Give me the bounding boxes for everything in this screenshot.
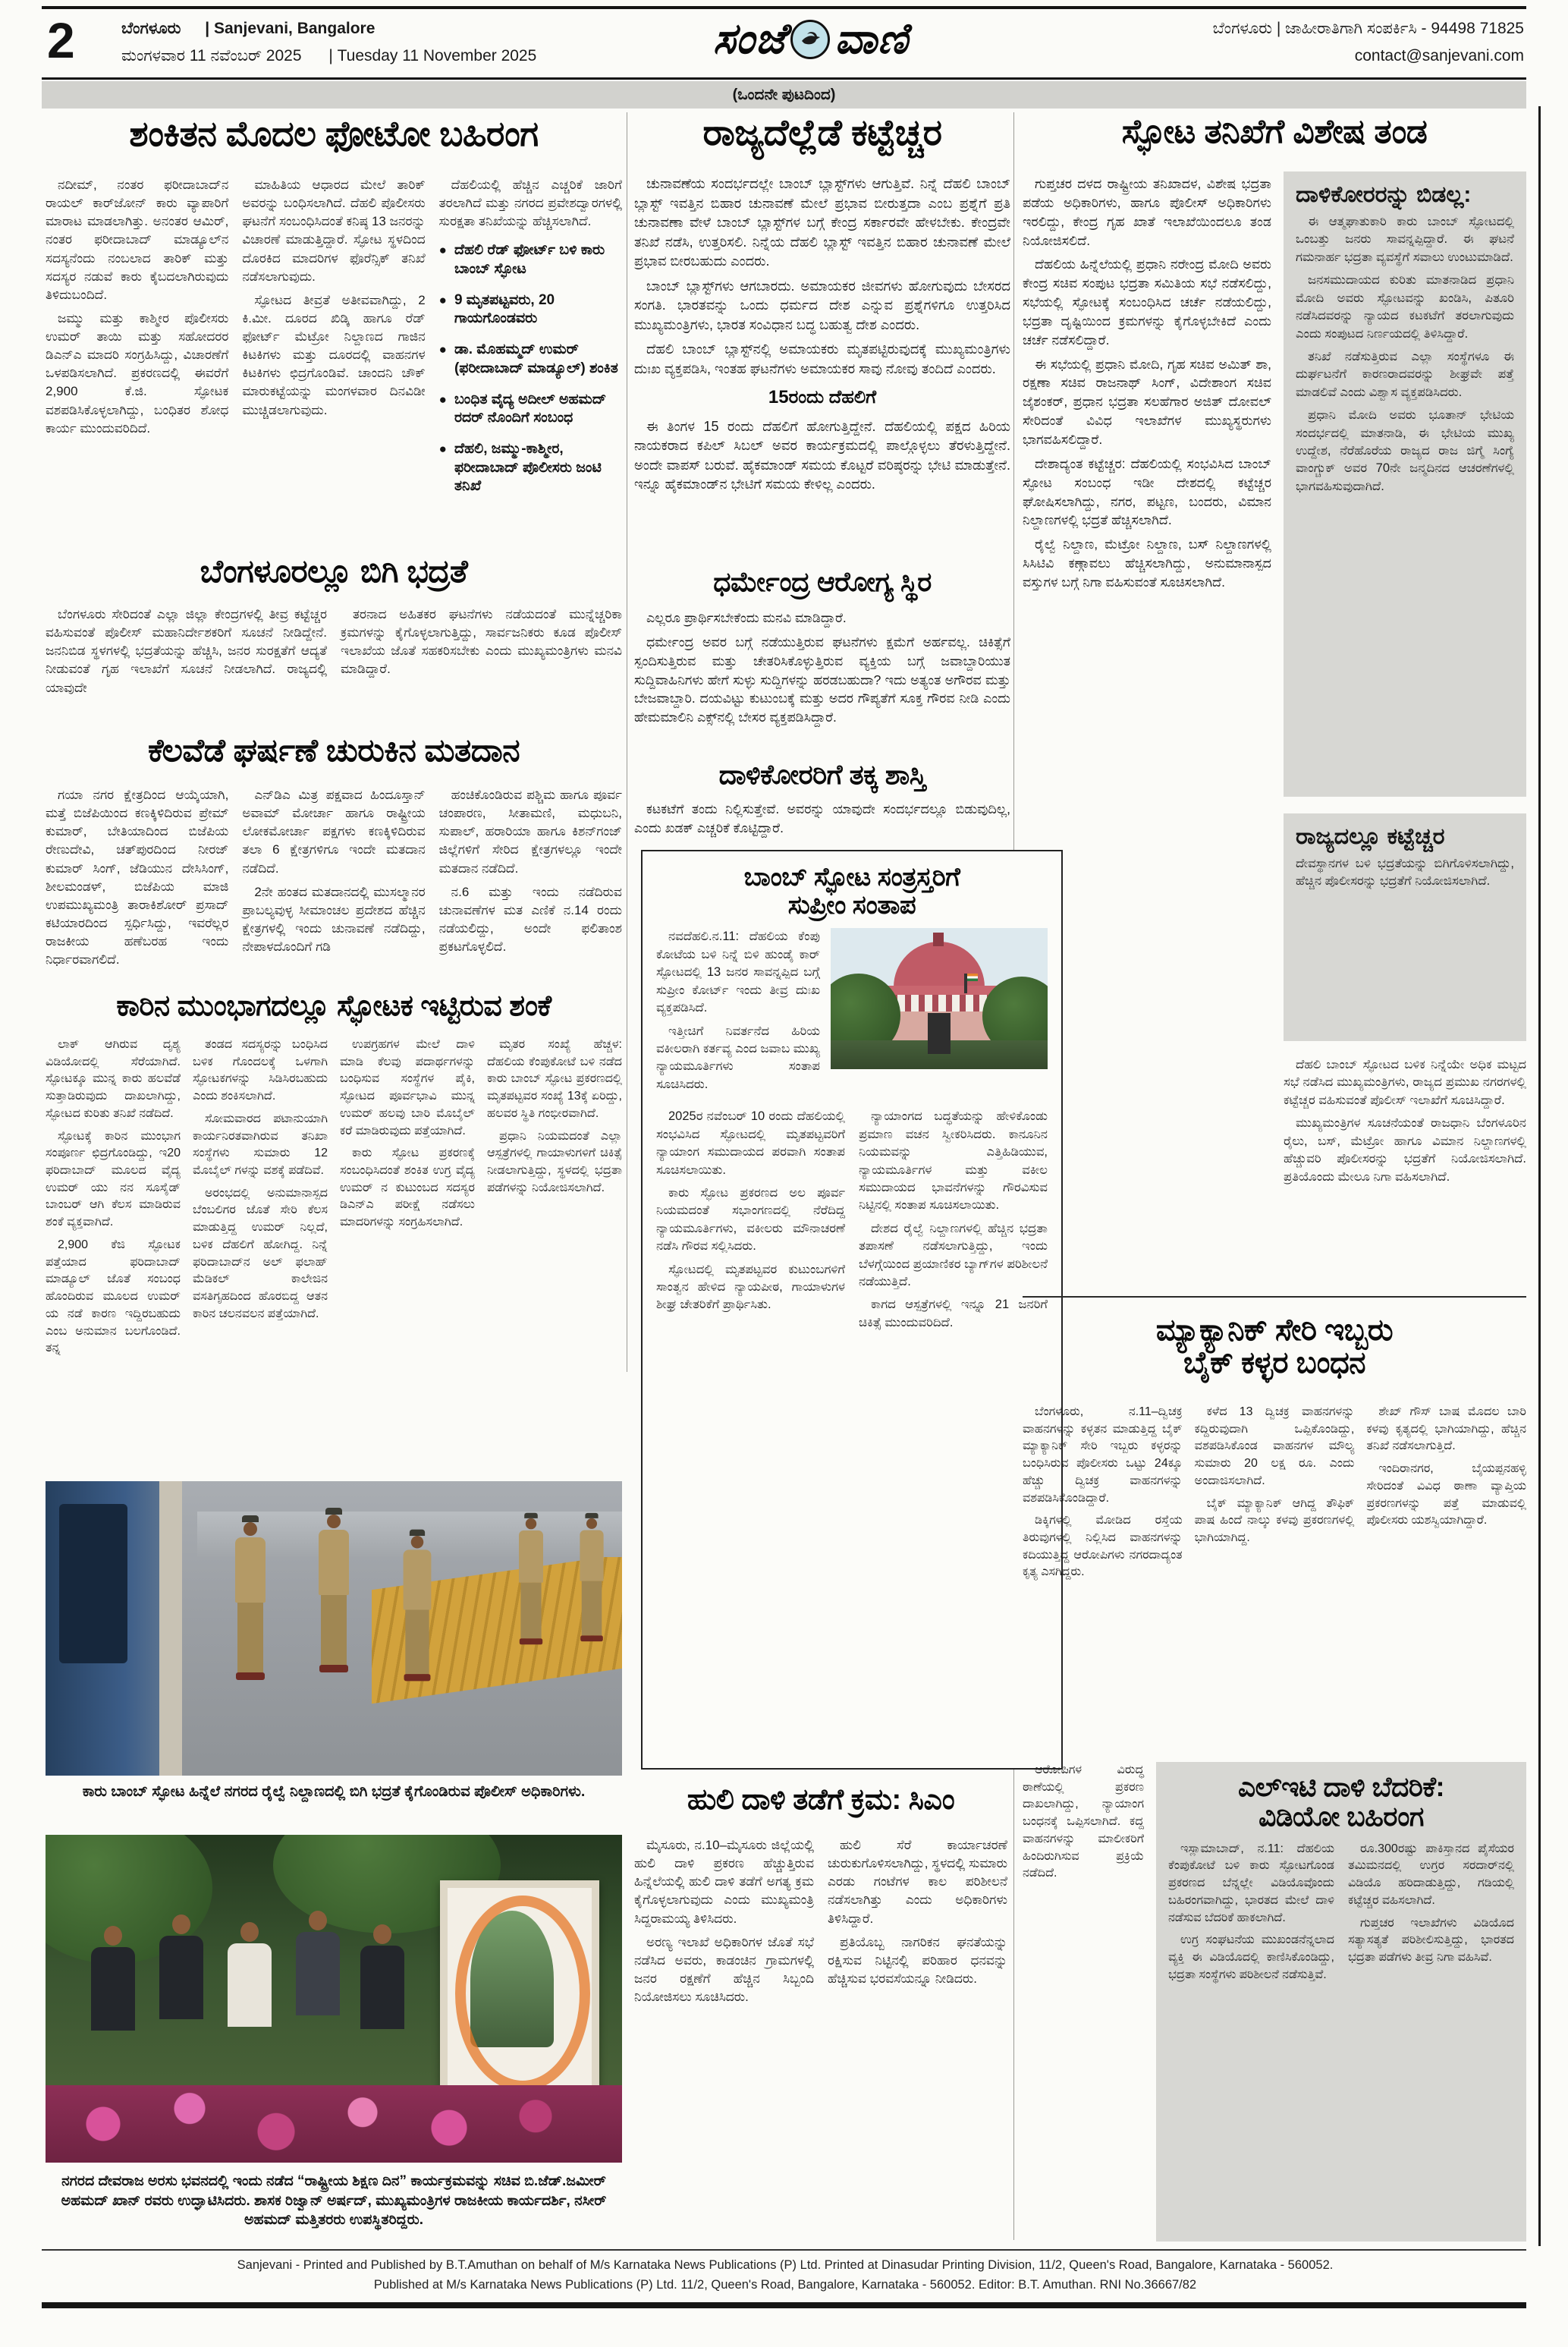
photo-supreme-court	[831, 928, 1048, 1069]
graybox-paras: ಈ ಆತ್ಮಘಾತುಕಾರಿ ಕಾರು ಬಾಂಬ್ ಸ್ಫೋಟದಲ್ಲಿ ಒಂಬತ್ತು ಜನರು ಸಾವನ್ನಪ್ಪಿದ್ದಾರೆ. ಈ ಘಟನೆ ಗಮನಾರ್ಹ ಭದ್ರತಾ ವ್ಯವಸ್ಥೆಗೆ ಸವಾಲು ಉಂಟುಮಾಡಿದೆ. ಜನಸಮುದಾಯದ ಕುರಿತು ಮಾತನಾಡಿದ ಪ್ರಧಾನಿ ಮೋದಿ ಅವರು ಸ್ಫೋಟವನ್ನು ಖಂಡಿಸಿ, ಪಿತೂರಿ ನಡೆಸಿದವರನ್ನು ನ್ಯಾಯದ ಕಟಕಟೆಗೆ ತರಲಾಗುವುದು ಎಂದು ಸಂಪುಟದ ನಿರ್ಣಯದಲ್ಲಿ ತಿಳಿಸಿದ್ದಾರೆ. ತನಿಖೆ ನಡೆಸುತ್ತಿರುವ ಎಲ್ಲಾ ಸಂಸ್ಥೆಗಳೂ ಈ ದುರ್ಘಟನೆಗೆ ಕಾರಣರಾದವರನ್ನು ಶೀಘ್ರವೇ ಪತ್ತೆ ಮಾಡಲಿವೆ ಎಂದು ವಿಶ್ವಾಸ ವ್ಯಕ್ತಪಡಿಸಿದರು. ಪ್ರಧಾನಿ ಮೋದಿ ಅವರು ಭೂತಾನ್ ಭೇಟಿಯ ಸಂದರ್ಭದಲ್ಲಿ ಮಾತನಾಡಿ, ಈ ಭೇಟಿಯ ಮುಖ್ಯ ಉದ್ದೇಶ, ನೆರೆಹೊರೆಯ ರಾಜ್ಯದ ರಾಜ ಜಿಗ್ಮೆ ಸಿಂಗ್ಯೆ ವಾಂಗ್ಚುಕ್ ಅವರ 70ನೇ ಜನ್ಮದಿನದ ಆಚರಣೆಗಳಲ್ಲಿ ಭಾಗವಹಿಸುವುದಾಗಿದೆ.	[1296, 215, 1514, 493]
headline-tiger-attack-cm: ಹುಲಿ ದಾಳಿ ತಡೆಗೆ ಕ್ರಮ: ಸಿಎಂ	[687, 1784, 955, 1816]
subhead-delhi-on-15th: 15ರಂದು ದೆಹಲಿಗೆ	[768, 387, 877, 408]
headline-let-threat-line2: ವಿಡಿಯೋ ಬಹಿರಂಗ	[1258, 1800, 1424, 1832]
footer-bottom-bar	[42, 2302, 1526, 2308]
dome-finial	[933, 933, 944, 946]
garland	[455, 1896, 590, 2091]
headline-special-team: ಸ್ಫೋಟ ತನಿಖೆಗೆ ವಿಶೇಷ ತಂಡ	[1121, 113, 1428, 150]
platform-edge	[159, 1481, 182, 1776]
article-column: ಗಯಾ ನಗರ ಕ್ಷೇತ್ರದಿಂದ ಆಯ್ಕೆಯಾಗಿ, ಮತ್ತೆ ಬಿಜೆಪಿಯಿಂದ ಕಣಕ್ಕಿಳಿದಿರುವ ಪ್ರೇಮ್ ಕುಮಾರ್, ಬೇತಿಯಾದಿಂದ ಬಿಜೆಪಿಯ ರೇಣುದೇವಿ, ಚತ್‌ಪುರದಿಂದ ನೀರಜ್ ಕುಮಾರ್ ಸಿಂಗ್, ಜೆಡಿಯುನ ದೇಸಿಸಿಂಗ್, ಶೀಲಮಂಡಳ್, ಬಿಜೆಪಿಯ ಮಾಜಿ ಉಪಮುಖ್ಯಮಂತ್ರಿ ತಾರಾಕಿಶೋರ್ ಪ್ರಸಾದ್ ಕಟಿಯಾರದಿಂದ ಸ್ಪರ್ಧಿಸಿದ್ದು, ಇವರೆಲ್ಲರ ರಾಜಕೀಯ ಹಣೆಬರಹ ಇಂದು ನಿರ್ಧಾರವಾಗಲಿದೆ.	[46, 788, 229, 967]
photo-education-day-event	[46, 1835, 622, 2163]
article-column	[439, 176, 622, 539]
footer-rule	[42, 2249, 1526, 2251]
police-officer	[519, 1513, 543, 1645]
photo-railway-station-police	[46, 1481, 622, 1776]
statewide-alert-paras: ಚುನಾವಣೆಯ ಸಂದರ್ಭದಲ್ಲೇ ಬಾಂಬ್ ಬ್ಲಾಸ್ಟ್‌ಗಳು ಆಗುತ್ತಿವೆ. ನಿನ್ನೆ ದೆಹಲಿ ಬಾಂಬ್ ಬ್ಲಾಸ್ಟ್ ಇವತ್ತಿನ ಬಿಹಾರ ಚುನಾವಣೆ ಮೇಲೆ ಪ್ರಭಾವ ಬೀರುತ್ತದಾ ಎಂಬ ಪ್ರಶ್ನೆಗೆ ಪ್ರತಿ ಚುನಾವಣಾ ವೇಳೆ ಬಾಂಬ್ ಬ್ಲಾಸ್ಟ್‌ಗಳ ಬಗ್ಗೆ ಕೇಂದ್ರ ಸರ್ಕಾರವೇ ಹೇಳಬೇಕು. ಕೇಂದ್ರವೇ ತನಿಖೆ ನಡೆಸಿ, ಉತ್ತರಿಸಲಿ. ನಿನ್ನೆಯ ದೆಹಲಿ ಬ್ಲಾಸ್ಟ್ ಇವತ್ತಿನ ಬಿಹಾರ ಚುನಾವಣೆ ಮೇಲೆ ಪ್ರಭಾವ ಬೀರಬಹುದು ಎಂದರು. ಬಾಂಬ್ ಬ್ಲಾಸ್ಟ್‌ಗಳು ಆಗಬಾರದು. ಅಮಾಯಕರ ಜೀವಗಳು ಹೋಗುವುದು ಬೇಸರದ ಸಂಗತಿ. ಭಾರತವನ್ನು ಒಂದು ಧರ್ಮದ ದೇಶ ಎನ್ನುವ ಪ್ರಶ್ನೆಗಳಿಗೂ ಉತ್ತರಿಸಿದ ಮುಖ್ಯಮಂತ್ರಿಗಳು, ಭಾರತ ಸಂವಿಧಾನ ಬದ್ಧ ಬಹುತ್ವ ದೇಶ ಎಂದರು. ದೆಹಲಿ ಬಾಂಬ್ ಬ್ಲಾಸ್ಟ್‌ನಲ್ಲಿ ಅಮಾಯಕರು ಮೃತಪಟ್ಟಿರುವುದಕ್ಕೆ ಮುಖ್ಯಮಂತ್ರಿಗಳು ದುಃಖ ವ್ಯಕ್ತಪಡಿಸಿ, ಇಂತಹ ಘಟನೆಗಳು ಅಮಾಯಕರ ಸಾವು ನೋವು ತಂದಿದೆ ಎಂದರು.	[634, 176, 1010, 376]
article-column: ಲಾಕ್ ಆಗಿರುವ ದೃಶ್ಯ ವಿಡಿಯೋದಲ್ಲಿ ಸೆರೆಯಾಗಿದೆ. ಸ್ಫೋಟಕ್ಕೂ ಮುನ್ನ ಕಾರು ಹಲವೆಡೆ ಸುತ್ತಾಡಿರುವುದು ದಾಖಲಾಗಿದ್ದು, ಸ್ಫೋಟದ ಕುರಿತು ತನಿಖೆ ನಡೆದಿದೆ. ಸ್ಫೋಟಕ್ಕೆ ಕಾರಿನ ಮುಂಭಾಗ ಸಂಪೂರ್ಣ ಛಿದ್ರಗೊಂಡಿದ್ದು, ಇ20 ಫರಿದಾಬಾದ್ ಮೂಲದ ವೈದ್ಯ ಉಮರ್ ಯು ನನ ಸೂಸೈಡ್ ಬಾಂಬರ್ ಆಗಿ ಕೆಲಸ ಮಾಡಿರುವ ಶಂಕೆ ವ್ಯಕ್ತವಾಗಿದೆ. 2,900 ಕೆಜಿ ಸ್ಫೋಟಕ ಪತ್ತೆಯಾದ ಫರಿದಾಬಾದ್ ಮಾಡ್ಯೂಲ್ ಜೊತೆ ಸಂಬಂಧ ಹೊಂದಿರುವ ಮೂಲದ ಉಮರ್ ಯ ನಡೆ ಕಾರಣ ಇದ್ದಿರಬಹುದು ಎಂಬ ಅನುಮಾನ ಬಲಗೊಂಡಿದೆ. ತನ್ನ	[46, 1038, 181, 1355]
article-statewide-alert	[634, 175, 1010, 500]
police-officer	[580, 1513, 603, 1641]
masthead-right-text: ವಾಣಿ	[834, 14, 909, 62]
dignitary-silhouette	[228, 1922, 272, 2027]
police-officer	[404, 1530, 432, 1682]
headline-bike-thieves	[1023, 1314, 1526, 1380]
section-rule	[1023, 1296, 1526, 1298]
garlanded-portrait	[440, 1880, 599, 2093]
headline-supreme-condolence-line1: ಬಾಂಬ್ ಸ್ಫೋಟ ಸಂತ್ರಸ್ತರಿಗೆ	[743, 863, 960, 892]
article-bike-thieves	[1023, 1404, 1526, 1738]
graybox-heading: ದಾಳಿಕೋರರನ್ನು ಬಿಡಲ್ಲ:	[1296, 182, 1472, 207]
train-door	[59, 1504, 127, 1663]
masthead-left-text: ಸಂಜೆ	[713, 14, 787, 62]
header-top-rule	[42, 6, 1526, 9]
date-en: | Tuesday 11 November 2025	[328, 47, 537, 64]
headline-voting-clashes: ಕೆಲವೆಡೆ ಘರ್ಷಣೆ ಚುರುಕಿನ ಮತದಾನ	[147, 732, 520, 768]
fact-list: ● ದೆಹಲಿ ರೆಡ್ ಫೋರ್ಟ್ ಬಳಿ ಕಾರು ಬಾಂಬ್ ಸ್ಫೋಟ ● 9 ಮೃತಪಟ್ಟವರು, 20 ಗಾಯಗೊಂಡವರು ● ಡಾ. ಮೊಹಮ್ಮದ್ ಉಮರ್ (ಫರೀದಾಬಾದ್ ಮಾಡ್ಯೂಲ್) ಶಂಕಿತ ● ಬಂಧಿತ ವೈದ್ಯ ಅದೀಲ್ ಅಹಮದ್ ರದರ್ ನೊಂದಿಗೆ ಸಂಬಂಧ ● ದೆಹಲಿ, ಜಮ್ಮು-ಕಾಶ್ಮೀರ, ಫರೀದಾಬಾದ್ ಪೊಲೀಸರು ಜಂಟಿ ತನಿಖೆ	[439, 241, 622, 496]
article-tiger-attack	[634, 1836, 1007, 2238]
boxed-article-supreme-condolence	[641, 850, 1063, 1770]
bike-thieves-line2: ಬೈಕ್ ಕಳ್ಳರ ಬಂಧನ	[1183, 1346, 1366, 1380]
footer-imprint-line1: Sanjevani - Printed and Published by B.T.Amuthan on behalf of M/s Karnataka News Publications (P) Ltd. Printed at Dinasudar Printing Division, 11/2, Queen's Road, Bangalore, Karnataka - 560052.	[237, 2258, 1334, 2272]
dove-icon-svg	[800, 30, 821, 49]
header-bottom-rule	[42, 77, 1526, 80]
court-windows	[884, 995, 995, 1011]
headline-punish-attackers: ದಾಳಿಕೋರರಿಗೆ ತಕ್ಕ ಶಾಸ್ತಿ	[718, 759, 926, 790]
article-column: ರೂ.300ರಷ್ಟು ಪಾಕಿಸ್ತಾನದ ಪೈಸೆಯರ ತಮಿಮನದಲ್ಲಿ ಉಗ್ರರ ಸರದಾರ್‌ನಲ್ಲಿ ವಿಡಿಯೊ ಹರಿದಾಡುತ್ತಿದ್ದು, ಗಡಿಯಲ್ಲಿ ಕಟ್ಟೆಚ್ಚರ ವಹಿಸಲಾಗಿದೆ. ಗುಪ್ತಚರ ಇಲಾಖೆಗಳು ವಿಡಿಯೊದ ಸತ್ಯಾಸತ್ಯತೆ ಪರಿಶೀಲಿಸುತ್ತಿದ್ದು, ಭಾರತದ ಭದ್ರತಾ ಪಡೆಗಳು ತೀವ್ರ ನಿಗಾ ವಹಿಸಿವೆ.	[1348, 1842, 1514, 1965]
bike-thieves-line1: ಮ್ಯಾಕ್ಯಾನಿಕ್ ಸೇರಿ ಇಬ್ಬರು	[1155, 1314, 1394, 1347]
fact-intro: ದೆಹಲಿಯಲ್ಲಿ ಹೆಚ್ಚಿನ ಎಚ್ಚರಿಕೆ ಜಾರಿಗೆ ತರಲಾಗಿದೆ ಮತ್ತು ನಗರದ ಪ್ರವೇಶದ್ವಾರಗಳಲ್ಲಿ ಸುರಕ್ಷತಾ ತನಿಖೆಯನ್ನು ಹೆಚ್ಚಿಸಲಾಗಿದೆ.	[438, 178, 622, 229]
continued-band	[42, 81, 1526, 109]
article-explosive-front-car	[46, 1037, 622, 1472]
article-bengaluru-security	[46, 606, 622, 727]
article-state-alert-body: ದೆಹಲಿ ಬಾಂಬ್ ಸ್ಫೋಟದ ಬಳಿಕ ನಿನ್ನೆಯೇ ಅಧಿಕ ಮಟ್ಟದ ಸಭೆ ನಡೆಸಿದ ಮುಖ್ಯಮಂತ್ರಿಗಳು, ರಾಜ್ಯದ ಪ್ರಮುಖ ನಗರಗಳಲ್ಲಿ ಕಟ್ಟೆಚ್ಚರ ವಹಿಸುವಂತೆ ಪೊಲೀಸ್ ಇಲಾಖೆಗೆ ಸೂಚಿಸಿದ್ದಾರೆ. ಮುಖ್ಯಮಂತ್ರಿಗಳ ಸೂಚನೆಯಂತೆ ರಾಜಧಾನಿ ಬೆಂಗಳೂರಿನ ರೈಲು, ಬಸ್, ಮೆಟ್ರೋ ಹಾಗೂ ವಿಮಾನ ನಿಲ್ದಾಣಗಳಲ್ಲಿ ಹೆಚ್ಚುವರಿ ಪೊಲೀಸರನ್ನು ಭದ್ರತೆಗೆ ನಿಯೋಜಿಸಲಾಗಿದೆ. ಪ್ರತಿಯೊಂದು ಮೇಲೂ ನಿಗಾ ವಹಿಸಲಾಗಿದೆ.	[1284, 1058, 1526, 1184]
article-column: ಬೆಂಗಳೂರು, ನ.11–ದ್ವಿಚಕ್ರ ವಾಹನಗಳನ್ನು ಕಳ್ಳತನ ಮಾಡುತ್ತಿದ್ದ ಬೈಕ್ ಮ್ಯಾಕ್ಯಾನಿಕ್ ಸೇರಿ ಇಬ್ಬರು ಕಳ್ಳರನ್ನು ಬಂಧಿಸಿರುವ ಪೊಲೀಸರು ಒಟ್ಟು 24ಕ್ಕೂ ಹೆಚ್ಚು ದ್ವಿಚಕ್ರ ವಾಹನಗಳನ್ನು ವಶಪಡಿಸಿಕೊಂಡಿದ್ದಾರೆ. ಡಿಕ್ಕಿಗಳಲ್ಲಿ ಮೋಡಿದ ರಸ್ತೆಯ ತಿರುವುಗಳಲ್ಲಿ ನಿಲ್ಲಿಸಿದ ವಾಹನಗಳನ್ನು ಕದಿಯುತ್ತಿದ್ದ ಆರೋಪಿಗಳು ನಗರದಾದ್ಯಂತ ಕೃತ್ಯ ಎಸಗಿದ್ದರು.	[1023, 1405, 1183, 1579]
article-column: ತರನಾದ ಅಹಿತಕರ ಘಟನೆಗಳು ನಡೆಯದಂತೆ ಮುನ್ನೆಚ್ಚರಿಕಾ ಕ್ರಮಗಳನ್ನು ಕೈಗೊಳ್ಳಲಾಗುತ್ತಿದ್ದು, ಸಾರ್ವಜನಿಕರು ಕೂಡ ಪೊಲೀಸ್ ಇಲಾಖೆಯ ಜೊತೆ ಸಹಕರಿಸಬೇಕು ಎಂದು ಮುಖ್ಯಮಂತ್ರಿಗಳು ಮನವಿ ಮಾಡಿದ್ದಾರೆ.	[341, 607, 622, 677]
headline-let-threat-line1: ಎಲ್‌ಇಟಿ ದಾಳಿ ಬೆದರಿಕೆ:	[1237, 1771, 1445, 1802]
graybox-state-alert	[1284, 813, 1526, 1041]
article-column: ಮೈಸೂರು, ನ.10–ಮೈಸೂರು ಜಿಲ್ಲೆಯಲ್ಲಿ ಹುಲಿ ದಾಳಿ ಪ್ರಕರಣ ಹೆಚ್ಚುತ್ತಿರುವ ಹಿನ್ನೆಲೆಯಲ್ಲಿ ಹುಲಿ ದಾಳಿ ತಡೆಗೆ ಅಗತ್ಯ ಕ್ರಮ ಕೈಗೊಳ್ಳಲಾಗುವುದು ಎಂದು ಮುಖ್ಯಮಂತ್ರಿ ಸಿದ್ದರಾಮಯ್ಯ ತಿಳಿಸಿದರು. ಅರಣ್ಯ ಇಲಾಖೆ ಅಧಿಕಾರಿಗಳ ಜೊತೆ ಸಭೆ ನಡೆಸಿದ ಅವರು, ಕಾಡಂಚಿನ ಗ್ರಾಮಗಳಲ್ಲಿ ಜನರ ರಕ್ಷಣೆಗೆ ಹೆಚ್ಚಿನ ಸಿಬ್ಬಂದಿ ನಿಯೋಜಿಸಲು ಸೂಚಿಸಿದರು.	[634, 1838, 814, 2004]
article-dharmendra-health: ಎಲ್ಲರೂ ಪ್ರಾರ್ಥಿಸಬೇಕೆಂದು ಮನವಿ ಮಾಡಿದ್ದಾರೆ. ಧರ್ಮೇಂದ್ರ ಅವರ ಬಗ್ಗೆ ನಡೆಯುತ್ತಿರುವ ಘಟನೆಗಳು ಕ್ಷಮೆಗೆ ಅರ್ಹವಲ್ಲ. ಚಿಕಿತ್ಸೆಗೆ ಸ್ಪಂದಿಸುತ್ತಿರುವ ಮತ್ತು ಚೇತರಿಸಿಕೊಳ್ಳುತ್ತಿರುವ ವ್ಯಕ್ತಿಯ ಬಗ್ಗೆ ಜವಾಬ್ದಾರಿಯುತ ಸುದ್ದಿವಾಹಿನಿಗಳು ಹೇಗೆ ಸುಳ್ಳು ಸುದ್ದಿಗಳನ್ನು ಹರಡಬಹುದಾ? ಇದು ಅತ್ಯಂತ ಅಗೌರವ ಮತ್ತು ಬೇಜವಾಬ್ದಾರಿ. ದಯವಿಟ್ಟು ಕುಟುಂಬಕ್ಕೆ ಮತ್ತು ಅದರ ಗೌಪ್ಯತೆಗೆ ಸೂಕ್ತ ಗೌರವ ನೀಡಿ ಎಂದು ಹೇಮಮಾಲಿನಿ ಎಕ್ಸ್‌ನಲ್ಲಿ ಬೇಸರ ವ್ಯಕ್ತಪಡಿಸಿದ್ದಾರೆ.	[634, 610, 1010, 725]
headline-bengaluru-security: ಬೆಂಗಳೂರಲ್ಲೂ ಬಿಗಿ ಭದ್ರತೆ	[200, 553, 468, 589]
footer-imprint-line2: Published at M/s Karnataka News Publications (P) Ltd. 11/2, Queen's Road, Bangalore, Karnataka - 560052. Editor: B.T. Amuthan. RNI No.36667/82	[373, 2278, 1197, 2292]
headline-explosive-front-car: ಕಾರಿನ ಮುಂಭಾಗದಲ್ಲೂ ಸ್ಫೋಟಕ ಇಟ್ಟಿರುವ ಶಂಕೆ	[116, 990, 551, 1022]
article-column: ಶೇಖ್ ಗೌಸ್ ಬಾಷ ಮೊದಲ ಬಾರಿ ಕಳವು ಕೃತ್ಯದಲ್ಲಿ ಭಾಗಿಯಾಗಿದ್ದು, ಹೆಚ್ಚಿನ ತನಿಖೆ ನಡೆಸಲಾಗುತ್ತಿದೆ. ಇಂದಿರಾನಗರ, ಬೈಯಪ್ಪನಹಳ್ಳಿ ಸೇರಿದಂತೆ ವಿವಿಧ ಠಾಣಾ ವ್ಯಾಪ್ತಿಯ ಪ್ರಕರಣಗಳನ್ನು ಪತ್ತೆ ಮಾಡುವಲ್ಲಿ ಪೊಲೀಸರು ಯಶಸ್ವಿಯಾಗಿದ್ದಾರೆ.	[1366, 1405, 1527, 1527]
dignitary-silhouette	[91, 1926, 135, 2031]
contact-email[interactable]: contact@sanjevani.com	[1354, 47, 1524, 64]
article-column: ಮಾಹಿತಿಯ ಆಧಾರದ ಮೇಲೆ ತಾರಿಕ್ ಅವರನ್ನು ಬಂಧಿಸಲಾಗಿದೆ. ದೆಹಲಿ ಪೊಲೀಸರು ಘಟನೆಗೆ ಸಂಬಂಧಿಸಿದಂತೆ ಕನಿಷ್ಠ 13 ಜನರನ್ನು ವಿಚಾರಣೆ ಮಾಡುತ್ತಿದ್ದಾರೆ. ಸ್ಫೋಟ ಸ್ಥಳದಿಂದ ದೊರಕಿದ ಮಾದರಿಗಳ ಫೊರೆನ್ಸಿಕ್ ತನಿಖೆ ನಡೆಸಲಾಗುವುದು. ಸ್ಫೋಟದ ತೀವ್ರತೆ ಅತೀವವಾಗಿದ್ದು, 2 ಕಿ.ಮೀ. ದೂರದ ಖಿಡ್ಕಿ ಹಾಗೂ ರೆಡ್ ಫೋರ್ಟ್ ಮೆಟ್ರೋ ನಿಲ್ದಾಣದ ಗಾಜಿನ ಕಿಟಕಿಗಳು ಮತ್ತು ದೂರದಲ್ಲಿ ವಾಹನಗಳ ಕಿಟಕಿಗಳು ಛಿದ್ರಗೊಂಡಿವೆ. ಚಾಂದನಿ ಚೌಕ್ ಮಾರುಕಟ್ಟೆಯನ್ನು ಮಂಗಳವಾರ ದಿನವಿಡೀ ಮುಚ್ಚಿಡಲಾಗುವುದು.	[242, 178, 426, 417]
article-column: ಹುಲಿ ಸೆರೆ ಕಾರ್ಯಾಚರಣೆ ಚುರುಕುಗೊಳಿಸಲಾಗಿದ್ದು, ಸ್ಥಳದಲ್ಲಿ ಸುಮಾರು ಎರಡು ಗಂಟೆಗಳ ಕಾಲ ಪರಿಶೀಲನೆ ನಡೆಸಲಾಗಿತ್ತು ಎಂದು ಅಧಿಕಾರಿಗಳು ತಿಳಿಸಿದ್ದಾರೆ. ಪ್ರತಿಯೊಬ್ಬ ನಾಗರಿಕನ ಘನತೆಯನ್ನು ರಕ್ಷಿಸುವ ನಿಟ್ಟಿನಲ್ಲಿ ಪರಿಹಾರ ಧನವನ್ನು ಹೆಚ್ಚಿಸುವ ಭರವಸೆಯನ್ನೂ ನೀಡಿದರು.	[828, 1838, 1007, 1986]
article-bike-thieves-side: ಆರೋಪಿಗಳ ವಿರುದ್ಧ ಠಾಣೆಯಲ್ಲಿ ಪ್ರಕರಣ ದಾಖಲಾಗಿದ್ದು, ನ್ಯಾಯಾಂಗ ಬಂಧನಕ್ಕೆ ಒಪ್ಪಿಸಲಾಗಿದೆ. ಕದ್ದ ವಾಹನಗಳನ್ನು ಮಾಲೀಕರಿಗೆ ಹಿಂದಿರುಗಿಸುವ ಪ್ರಕ್ರಿಯೆ ನಡೆದಿದೆ.	[1023, 1763, 1144, 1880]
article-column: ಬೆಂಗಳೂರು ಸೇರಿದಂತೆ ಎಲ್ಲಾ ಜಿಲ್ಲಾ ಕೇಂದ್ರಗಳಲ್ಲಿ ತೀವ್ರ ಕಟ್ಟೆಚ್ಚರ ವಹಿಸುವಂತೆ ಪೊಲೀಸ್ ಮಹಾನಿರ್ದೇಶಕರಿಗೆ ಸೂಚನೆ ನೀಡಿದ್ದೇನೆ. ಜನನಿಬಿಡ ಸ್ಥಳಗಳಲ್ಲಿ ಭದ್ರತೆಯನ್ನು ಹೆಚ್ಚಿಸಿ, ಜನರ ಸುರಕ್ಷತೆಗೆ ಆದ್ಯತೆ ನೀಡುವಂತೆ ಗೃಹ ಇಲಾಖೆಗೆ ಸೂಚನೆ ನೀಡಲಾಗಿದೆ. ರಾಜ್ಯದಲ್ಲಿ ಯಾವುದೇ	[46, 607, 327, 695]
article-column: ಇಸ್ಲಾಮಾಬಾದ್, ನ.11: ದೆಹಲಿಯ ಕೆಂಪುಕೋಟೆ ಬಳಿ ಕಾರು ಸ್ಫೋಟಗೊಂಡ ಪ್ರಕರಣದ ಬೆನ್ನಲ್ಲೇ ವಿಡಿಯೊವೊಂದು ಬಹಿರಂಗವಾಗಿದ್ದು, ಭಾರತದ ಮೇಲೆ ದಾಳಿ ನಡೆಸುವ ಬೆದರಿಕೆ ಹಾಕಲಾಗಿದೆ. ಉಗ್ರ ಸಂಘಟನೆಯ ಮುಖಂಡನೆನ್ನಲಾದ ವ್ಯಕ್ತಿ ಈ ವಿಡಿಯೊದಲ್ಲಿ ಕಾಣಿಸಿಕೊಂಡಿದ್ದು, ಭದ್ರತಾ ಸಂಸ್ಥೆಗಳು ಪರಿಶೀಲನೆ ನಡೆಸುತ್ತಿವೆ.	[1168, 1842, 1334, 1981]
photo2-caption: ನಗರದ ದೇವರಾಜ ಅರಸು ಭವನದಲ್ಲಿ ಇಂದು ನಡೆದ “ರಾಷ್ಟ್ರೀಯ ಶಿಕ್ಷಣ ದಿನ” ಕಾರ್ಯಕ್ರಮವನ್ನು ಸಚಿವ ಬಿ.ಜೆಡ್.ಜಮೀರ್ ಅಹಮದ್ ಖಾನ್ ರವರು ಉದ್ಘಾಟಿಸಿದರು. ಶಾಸಕ ರಿಜ್ವಾನ್ ಅರ್ಷದ್, ಮುಖ್ಯಮಂತ್ರಿಗಳ ರಾಜಕೀಯ ಕಾರ್ಯದರ್ಶಿ, ನಸೀರ್ ಅಹಮದ್ ಮತ್ತಿತರರು ಉಪಸ್ಥಿತರಿದ್ದರು.	[61, 2173, 607, 2229]
article-column: 2025ರ ನವೆಂಬರ್ 10 ರಂದು ದೆಹಲಿಯಲ್ಲಿ ಸಂಭವಿಸಿದ ಸ್ಫೋಟದಲ್ಲಿ ಮೃತಪಟ್ಟವರಿಗೆ ನ್ಯಾಯಾಂಗ ಸಮುದಾಯದ ಪರವಾಗಿ ಸಂತಾಪ ಸೂಚಿಸಲಾಯಿತು. ಕಾರು ಸ್ಫೋಟ ಪ್ರಕರಣದ ಅಲ ಪೂರ್ವ ನಿಯಮದಂತೆ ಸಭಾಂಗಣದಲ್ಲಿ ನೆರೆದಿದ್ದ ನ್ಯಾಯಮೂರ್ತಿಗಳು, ವಕೀಲರು ಮೌನಾಚರಣೆ ನಡೆಸಿ ಗೌರವ ಸಲ್ಲಿಸಿದರು. ಸ್ಫೋಟದಲ್ಲಿ ಮೃತಪಟ್ಟವರ ಕುಟುಂಬಗಳಿಗೆ ಸಾಂತ್ವನ ಹೇಳಿದ ನ್ಯಾಯಪೀಠ, ಗಾಯಾಳುಗಳ ಶೀಘ್ರ ಚೇತರಿಕೆಗೆ ಪ್ರಾರ್ಥಿಸಿತು.	[656, 1109, 845, 1312]
headline-suspect-photo: ಶಂಕಿತನ ಮೊದಲ ಫೋಟೋ ಬಹಿರಂಗ	[129, 114, 539, 153]
article-column: ಎನ್‌ಡಿಎ ಮಿತ್ರ ಪಕ್ಷವಾದ ಹಿಂದೂಸ್ತಾನ್ ಅವಾಮ್ ಮೋರ್ಚಾ ಹಾಗೂ ರಾಷ್ಟ್ರೀಯ ಲೋಕಮೋರ್ಚಾ ಪಕ್ಷಗಳು ಕಣಕ್ಕಿಳಿದಿರುವ ತಲಾ 6 ಕ್ಷೇತ್ರಗಳಿಗೂ ಇಂದೇ ಮತದಾನ ನಡೆದಿದೆ. 2ನೇ ಹಂತದ ಮತದಾನದಲ್ಲಿ ಮುಸಲ್ಮಾನರ ಪ್ರಾಬಲ್ಯವುಳ್ಳ ಸೀಮಾಂಚಲ ಪ್ರದೇಶದ ಹೆಚ್ಚಿನ ಕ್ಷೇತ್ರಗಳಲ್ಲಿ ಇಂದು ಚುನಾವಣೆ ನಡೆದಿದ್ದು, ನೇಪಾಳದೊಂದಿಗೆ ಗಡಿ	[242, 788, 426, 954]
article-column: ನದೀಮ್, ನಂತರ ಫರೀದಾಬಾದ್‌ನ ರಾಯಲ್ ಕಾರ್‌ಜೋನ್ ಕಾರು ವ್ಯಾಪಾರಿಗೆ ಮಾರಾಟ ಮಾಡಲಾಗಿತ್ತು. ಅನಂತರ ಆಮಿರ್, ನಂತರ ಫರೀದಾಬಾದ್ ಮಾಡ್ಯೂಲ್‌ನ ಸದಸ್ಯನೆಂದು ನಂಬಲಾದ ತಾರಿಕ್ ಮತ್ತು ಸದಸ್ಯರ ನಡುವೆ ಕಾರು ಕೈಬದಲಾಗಿರುವುದು ತಿಳಿದುಬಂದಿದೆ. ಜಮ್ಮು ಮತ್ತು ಕಾಶ್ಮೀರ ಪೊಲೀಸರು ಉಮರ್ ತಾಯಿ ಮತ್ತು ಸಹೋದರರ ಡಿಎನ್‌ಎ ಮಾದರಿ ಸಂಗ್ರಹಿಸಿದ್ದು, ವಿಚಾರಣೆಗೆ ಒಳಪಡಿಸಲಾಗಿದೆ. ಪ್ರಕರಣದಲ್ಲಿ ಈವರೆಗೆ 2,900 ಕೆ.ಜಿ. ಸ್ಫೋಟಕ ವಶಪಡಿಸಿಕೊಳ್ಳಲಾಗಿದ್ದು, ಬಂಧಿತರ ಶೋಧ ಕಾರ್ಯ ಮುಂದುವರಿದಿದೆ.	[46, 178, 229, 436]
edition-city: ಬೆಂಗಳೂರು	[121, 20, 181, 37]
edition-line	[121, 20, 375, 38]
advert-contact: ಬೆಂಗಳೂರು | ಜಾಹೀರಾತಿಗಾಗಿ ಸಂಪರ್ಕಿಸಿ - 94498 71825	[1212, 20, 1524, 37]
dove-icon	[790, 20, 830, 59]
supreme-lede: ನವದೆಹಲಿ.ನ.11: ದೆಹಲಿಯ ಕೆಂಪು ಕೋಟೆಯ ಬಳಿ ನಿನ್ನೆ ಬಿಳಿ ಹುಂಡೈ ಕಾರ್ ಸ್ಫೋಟದಲ್ಲಿ 13 ಜನರ ಸಾವನ್ನಪ್ಪಿದ ಬಗ್ಗೆ ಸುಪ್ರೀಂ ಕೋರ್ಟ್ ಇಂದು ತೀವ್ರ ದುಃಖ ವ್ಯಕ್ತಪಡಿಸಿದೆ. ಇತ್ತೀಚಿಗೆ ನಿವರ್ತನೆದ ಹಿರಿಯ ವಕೀಲರಾಗಿ ಕರ್ತವ್ಯ ಎಂದ ಜವಾಬ ಮುಖ್ಯ ನ್ಯಾಯಮೂರ್ತಿಗಳು ಸಂತಾಪ ಸೂಚಿಸಿದರು.	[656, 930, 820, 1091]
masthead	[713, 14, 909, 64]
flower-decorations	[46, 2085, 622, 2163]
state-alert-lede: ದೇವಸ್ಥಾನಗಳ ಬಳಿ ಭದ್ರತೆಯನ್ನು ಬಿಗಿಗೊಳಿಸಲಾಗಿದ್ದು, ಹೆಚ್ಚಿನ ಪೊಲೀಸರನ್ನು ಭದ್ರತೆಗೆ ನಿಯೋಜಿಸಲಾಗಿದೆ.	[1296, 857, 1514, 889]
dignitary-silhouette	[296, 1911, 340, 2015]
edition-name: | Sanjevani, Bangalore	[205, 20, 376, 37]
court-dome	[894, 942, 985, 990]
date-line	[121, 47, 536, 65]
headline-dharmendra-health: ಧರ್ಮೇಂದ್ರ ಆರೋಗ್ಯ ಸ್ಥಿರ	[713, 566, 932, 597]
page-number: 2	[47, 12, 75, 68]
dignitary-silhouette	[360, 1924, 404, 2029]
article-column: ಮೃತರ ಸಂಖ್ಯೆ ಹೆಚ್ಚಳ: ದೆಹಲಿಯ ಕೆಂಪುಕೋಟೆ ಬಳಿ ನಡೆದ ಕಾರು ಬಾಂಬ್ ಸ್ಫೋಟ ಪ್ರಕರಣದಲ್ಲಿ ಮೃತಪಟ್ಟವರ ಸಂಖ್ಯೆ 13ಕ್ಕೆ ಏರಿದ್ದು, ಹಲವರ ಸ್ಥಿತಿ ಗಂಭೀರವಾಗಿದೆ. ಪ್ರಧಾನಿ ನಿಯಮದಂತೆ ಎಲ್ಲಾ ಆಸ್ಪತ್ರೆಗಳಲ್ಲಿ ಗಾಯಾಳುಗಳಿಗೆ ಚಿಕಿತ್ಸೆ ನೀಡಲಾಗುತ್ತಿದ್ದು, ಸ್ಥಳದಲ್ಲಿ ಭದ್ರತಾ ಪಡೆಗಳನ್ನು ನಿಯೋಜಿಸಲಾಗಿದೆ.	[487, 1038, 622, 1194]
article-column: ಕಳೆದ 13 ದ್ವಿಚಕ್ರ ವಾಹನಗಳನ್ನು ಕದ್ದಿರುವುದಾಗಿ ಒಪ್ಪಿಕೊಂಡಿದ್ದು, ವಶಪಡಿಸಿಕೊಂಡ ವಾಹನಗಳ ಮೌಲ್ಯ ಸುಮಾರು 20 ಲಕ್ಷ ರೂ. ಎಂದು ಅಂದಾಜಿಸಲಾಗಿದೆ. ಬೈಕ್ ಮ್ಯಾಕ್ಯಾನಿಕ್ ಆಗಿದ್ದ ತೌಫಿಕ್ ಪಾಷ ಹಿಂದೆ ನಾಲ್ಕು ಕಳವು ಪ್ರಕರಣಗಳಲ್ಲಿ ಭಾಗಿಯಾಗಿದ್ದ.	[1194, 1405, 1355, 1545]
police-officer	[319, 1508, 349, 1672]
date-kn: ಮಂಗಳವಾರ 11 ನವೆಂಬರ್ 2025	[121, 47, 302, 64]
article-voting-clashes	[46, 786, 622, 980]
photo1-caption: ಕಾರು ಬಾಂಬ್ ಸ್ಫೋಟ ಹಿನ್ನೆಲೆ ನಗರದ ರೈಲ್ವೆ ನಿಲ್ದಾಣದಲ್ಲಿ ಬಿಗಿ ಭದ್ರತೆ ಕೈಗೊಂಡಿರುವ ಪೊಲೀಸ್ ಅಧಿಕಾರಿಗಳು.	[82, 1783, 586, 1800]
police-officer	[235, 1515, 266, 1680]
statewide-alert-paras2: ಈ ತಿಂಗಳ 15 ರಂದು ದೆಹಲಿಗೆ ಹೋಗುತ್ತಿದ್ದೇನೆ. ದೆಹಲಿಯಲ್ಲಿ ಪಕ್ಷದ ಹಿರಿಯ ನಾಯಕರಾದ ಕಪಿಲ್ ಸಿಬಲ್ ಅವರ ಕಾರ್ಯಕ್ರಮದಲ್ಲಿ ಪಾಲ್ಗೊಳ್ಳಲು ತೆರಳುತ್ತಿದ್ದೇನೆ. ಅಂದೇ ವಾಪಸ್ ಬರುವೆ. ಹೈಕಮಾಂಡ್ ಸಮಯ ಕೊಟ್ಟರೆ ವರಿಷ್ಠರನ್ನು ಭೇಟಿ ಮಾಡುತ್ತೇನೆ. ಇನ್ನೂ ಹೈಕಮಾಂಡ್‌ನ ಭೇಟಿಗೆ ಸಮಯ ಕೇಳಿಲ್ಲ ಎಂದರು.	[634, 418, 1010, 492]
graybox-wont-spare-attackers	[1284, 171, 1526, 797]
continued-from-label: (ಒಂದನೇ ಪುಟದಿಂದ)	[732, 86, 836, 103]
article-punish-attackers: ಕಟಕಟೆಗೆ ತಂದು ನಿಲ್ಲಿಸುತ್ತೇವೆ. ಅವರನ್ನು ಯಾವುದೇ ಸಂದರ್ಭದಲ್ಲೂ ಬಿಡುವುದಿಲ್ಲ, ಎಂದು ಖಡಕ್ ಎಚ್ಚರಿಕೆ ಕೊಟ್ಟಿದ್ದಾರೆ.	[634, 801, 1010, 835]
article-suspect-photo	[46, 176, 622, 539]
india-flag	[967, 974, 978, 981]
headline-statewide-alert: ರಾಜ್ಯದೆಲ್ಲೆಡೆ ಕಟ್ಟೆಚ್ಚರ	[702, 113, 942, 153]
graybox-let-threat	[1156, 1762, 1526, 2242]
article-special-team: ಗುಪ್ತಚರ ದಳದ ರಾಷ್ಟ್ರೀಯ ತನಿಖಾದಳ, ವಿಶೇಷ ಭದ್ರತಾ ಪಡೆಯ ಅಧಿಕಾರಿಗಳು, ಹಾಗೂ ಪೊಲೀಸ್ ಅಧಿಕಾರಿಗಳು ಇರಲಿದ್ದು, ಕೇಂದ್ರ ಗೃಹ ಖಾತೆ ಇಲಾಖೆಯಿಂದಲೂ ತಂಡ ನಿಯೋಜಿಸಲಿದೆ. ದೆಹಲಿಯ ಹಿನ್ನೆಲೆಯಲ್ಲಿ ಪ್ರಧಾನಿ ನರೇಂದ್ರ ಮೋದಿ ಅವರು ಕೇಂದ್ರ ಸಚಿವ ಸಂಪುಟ ಭದ್ರತಾ ಸಮಿತಿಯ ಸಭೆ ನಡೆಸಲಿದ್ದು, ಸಭೆಯಲ್ಲಿ ಸ್ಫೋಟಕ್ಕೆ ಸಂಬಂಧಿಸಿದ ಚರ್ಚೆ ನಡೆಯಲಿದ್ದು, ಭದ್ರತಾ ದೃಷ್ಟಿಯಿಂದ ಕ್ರಮಗಳನ್ನು ಕೈಗೊಳ್ಳಬೇಕಿದೆ ಎಂದು ಚರ್ಚೆ ನಡೆಸಲಿದ್ದಾರೆ. ಈ ಸಭೆಯಲ್ಲಿ ಪ್ರಧಾನಿ ಮೋದಿ, ಗೃಹ ಸಚಿವ ಅಮಿತ್ ಶಾ, ರಕ್ಷಣಾ ಸಚಿವ ರಾಜನಾಥ್ ಸಿಂಗ್, ವಿದೇಶಾಂಗ ಸಚಿವ ಜೈಶಂಕರ್, ಪ್ರಧಾನ ಭದ್ರತಾ ಸಲಹೆಗಾರ ಅಜಿತ್ ದೋವಲ್ ಸೇರಿದಂತೆ ವಿವಿಧ ಇಲಾಖೆಗಳ ಮುಖ್ಯಸ್ಥರುಗಳು ಭಾಗವಹಿಸಲಿದ್ದಾರೆ. ದೇಶಾದ್ಯಂತ ಕಟ್ಟೆಚ್ಚರ: ದೆಹಲಿಯಲ್ಲಿ ಸಂಭವಿಸಿದ ಬಾಂಬ್ ಸ್ಫೋಟ ಸಂಬಂಧ ಇಡೀ ದೇಶದಲ್ಲಿ ಕಟ್ಟೆಚ್ಚರ ಘೋಷಿಸಲಾಗಿದ್ದು, ನಗರ, ಪಟ್ಟಣ, ಬಂದರು, ವಿಮಾನ ನಿಲ್ದಾಣಗಳಲ್ಲಿ ಭದ್ರತೆ ಹೆಚ್ಚಿಸಲಾಗಿದೆ. ರೈಲ್ವೆ ನಿಲ್ದಾಣ, ಮೆಟ್ರೋ ನಿಲ್ದಾಣ, ಬಸ್ ನಿಲ್ದಾಣಗಳಲ್ಲಿ ಸಿಸಿಟಿವಿ ಕಣ್ಗಾವಲು ಹೆಚ್ಚಿಸಲಾಗಿದ್ದು, ಅನುಮಾನಾಸ್ಪದ ವಸ್ತುಗಳ ಬಗ್ಗೆ ನಿಗಾ ವಹಿಸುವಂತೆ ಸೂಚಿಸಲಾಗಿದೆ.	[1023, 176, 1271, 590]
article-column: ತಂಡದ ಸದಸ್ಯರನ್ನು ಬಂಧಿಸಿದ ಬಳಿಕ ಗೊಂದಲಕ್ಕೆ ಒಳಗಾಗಿ ಸ್ಫೋಟಕಗಳನ್ನು ಸಿಡಿಸಿರಬಹುದು ಎಂದು ಶಂಕಿಸಲಾಗಿದೆ. ಸೋಮವಾರದ ಪಟಾನುಯಾಗಿ ಕಾರ್ಯನಿರತವಾಗಿರುವ ತನಿಖಾ ಸಂಸ್ಥೆಗಳು ಸುಮಾರು 12 ಮೊಬೈಲ್ ಗಳನ್ನು ವಶಕ್ಕೆ ಪಡೆದಿವೆ. ಅರಂಭದಲ್ಲಿ ಅನುಮಾನಾಸ್ಪದ ಬೆಂಬಲಿಗರ ಜೊತೆ ಸೇರಿ ಕೆಲಸ ಮಾಡುತ್ತಿದ್ದ ಉಮರ್ ನಿಲ್ಲದೆ, ಬಳಿಕ ದೆಹಲಿಗೆ ಹೋಗಿದ್ದ. ನಿನ್ನೆ ಫರಿದಾಬಾದ್‌ನ ಅಲ್ ಫಲಾಹ್ ಮೆಡಿಕಲ್ ಕಾಲೇಜಿನ ವಸತಿಗೃಹದಿಂದ ಹೊರಬಿದ್ದ ಆತನ ಕಾರಿನ ಚಲನವಲನ ಪತ್ತೆಯಾಗಿದೆ.	[193, 1038, 328, 1320]
article-column: ನ್ಯಾಯಾಂಗದ ಬದ್ಧತೆಯನ್ನು ಹೇಳಿಕೊಂಡು ಪ್ರಮಾಣ ವಚನ ಸ್ವೀಕರಿಸಿದರು. ಕಾನೂನಿನ ನಿಯಮವನ್ನು ಎತ್ತಿಹಿಡಿಯುವ, ನ್ಯಾಯಮೂರ್ತಿಗಳ ಮತ್ತು ವಕೀಲ ಸಮುದಾಯದ ಭಾವನೆಗಳನ್ನು ಗೌರವಿಸುವ ನಿಟ್ಟಿನಲ್ಲಿ ಸಂತಾಪ ಸೂಚಿಸಲಾಯಿತು. ದೇಶದ ರೈಲ್ವೆ ನಿಲ್ದಾಣಗಳಲ್ಲಿ ಹೆಚ್ಚಿನ ಭದ್ರತಾ ತಪಾಸಣೆ ನಡೆಸಲಾಗುತ್ತಿದ್ದು, ಇಂದು ಬೆಳಗ್ಗೆಯಿಂದ ಪ್ರಯಾಣಿಕರ ಬ್ಯಾಗ್‌ಗಳ ಪರಿಶೀಲನೆ ನಡೆಯುತ್ತಿದೆ. ಕಾಗದ ಆಸ್ಪತ್ರೆಗಳಲ್ಲಿ ಇನ್ನೂ 21 ಜನರಿಗೆ ಚಿಕಿತ್ಸೆ ಮುಂದುವರಿದಿದೆ.	[859, 1109, 1048, 1329]
statue	[928, 1013, 951, 1054]
article-column: ಉಪಗ್ರಹಗಳ ಮೇಲೆ ದಾಳಿ ಮಾಡಿ ಕೆಲವು ಪದಾರ್ಥಗಳನ್ನು ಬಂಧಿಸುವ ಸಂಸ್ಥೆಗಳ ಪೈಕಿ, ಸ್ಫೋಟದ ಪೂರ್ವಭಾವಿ ಮುನ್ನ ಉಮರ್ ಹಲವು ಬಾರಿ ಮೊಬೈಲ್ ಕರೆ ಮಾಡಿರುವುದು ಪತ್ತೆಯಾಗಿದೆ. ಕಾರು ಸ್ಫೋಟ ಪ್ರಕರಣಕ್ಕೆ ಸಂಬಂಧಿಸಿದಂತೆ ಶಂಕಿತ ಉಗ್ರ ವೈದ್ಯ ಉಮರ್ ನ ಕುಟುಂಬದ ಸದಸ್ಯರ ಡಿಎನ್‌ಎ ಪರೀಕ್ಷೆ ನಡೆಸಲು ಮಾದರಿಗಳನ್ನು ಸಂಗ್ರಹಿಸಲಾಗಿದೆ.	[340, 1038, 475, 1229]
state-alert-heading: ರಾಜ್ಯದಲ್ಲೂ ಕಟ್ಟೆಚ್ಚರ	[1296, 824, 1445, 849]
article-column: ಹಂಚಿಕೊಂಡಿರುವ ಪಶ್ಚಿಮ ಹಾಗೂ ಪೂರ್ವ ಚಂಪಾರಣ, ಸೀತಾಮಣಿ, ಮಧುಬನಿ, ಸುಪಾಲ್, ಹರಾರಿಯಾ ಹಾಗೂ ಕಿಶನ್‌ಗಂಜ್ ಜಿಲ್ಲೆಗಳಿಗೆ ಸೇರಿದ ಕ್ಷೇತ್ರಗಳಲ್ಲೂ ಇಂದೇ ಮತದಾನ ನಡೆದಿದೆ. ನ.6 ಮತ್ತು ಇಂದು ನಡೆದಿರುವ ಚುನಾವಣೆಗಳ ಮತ ಎಣಿಕೆ ನ.14 ರಂದು ನಡೆಯಲಿದ್ದು, ಅಂದೇ ಫಲಿತಾಂಶ ಪ್ರಕಟಗೊಳ್ಳಲಿದೆ.	[438, 788, 622, 954]
dignitary-silhouette	[159, 1914, 203, 2019]
headline-supreme-condolence-line2: ಸುಪ್ರೀಂ ಸಂತಾಪ	[787, 890, 916, 920]
right-edge-rule	[1538, 106, 1541, 2246]
